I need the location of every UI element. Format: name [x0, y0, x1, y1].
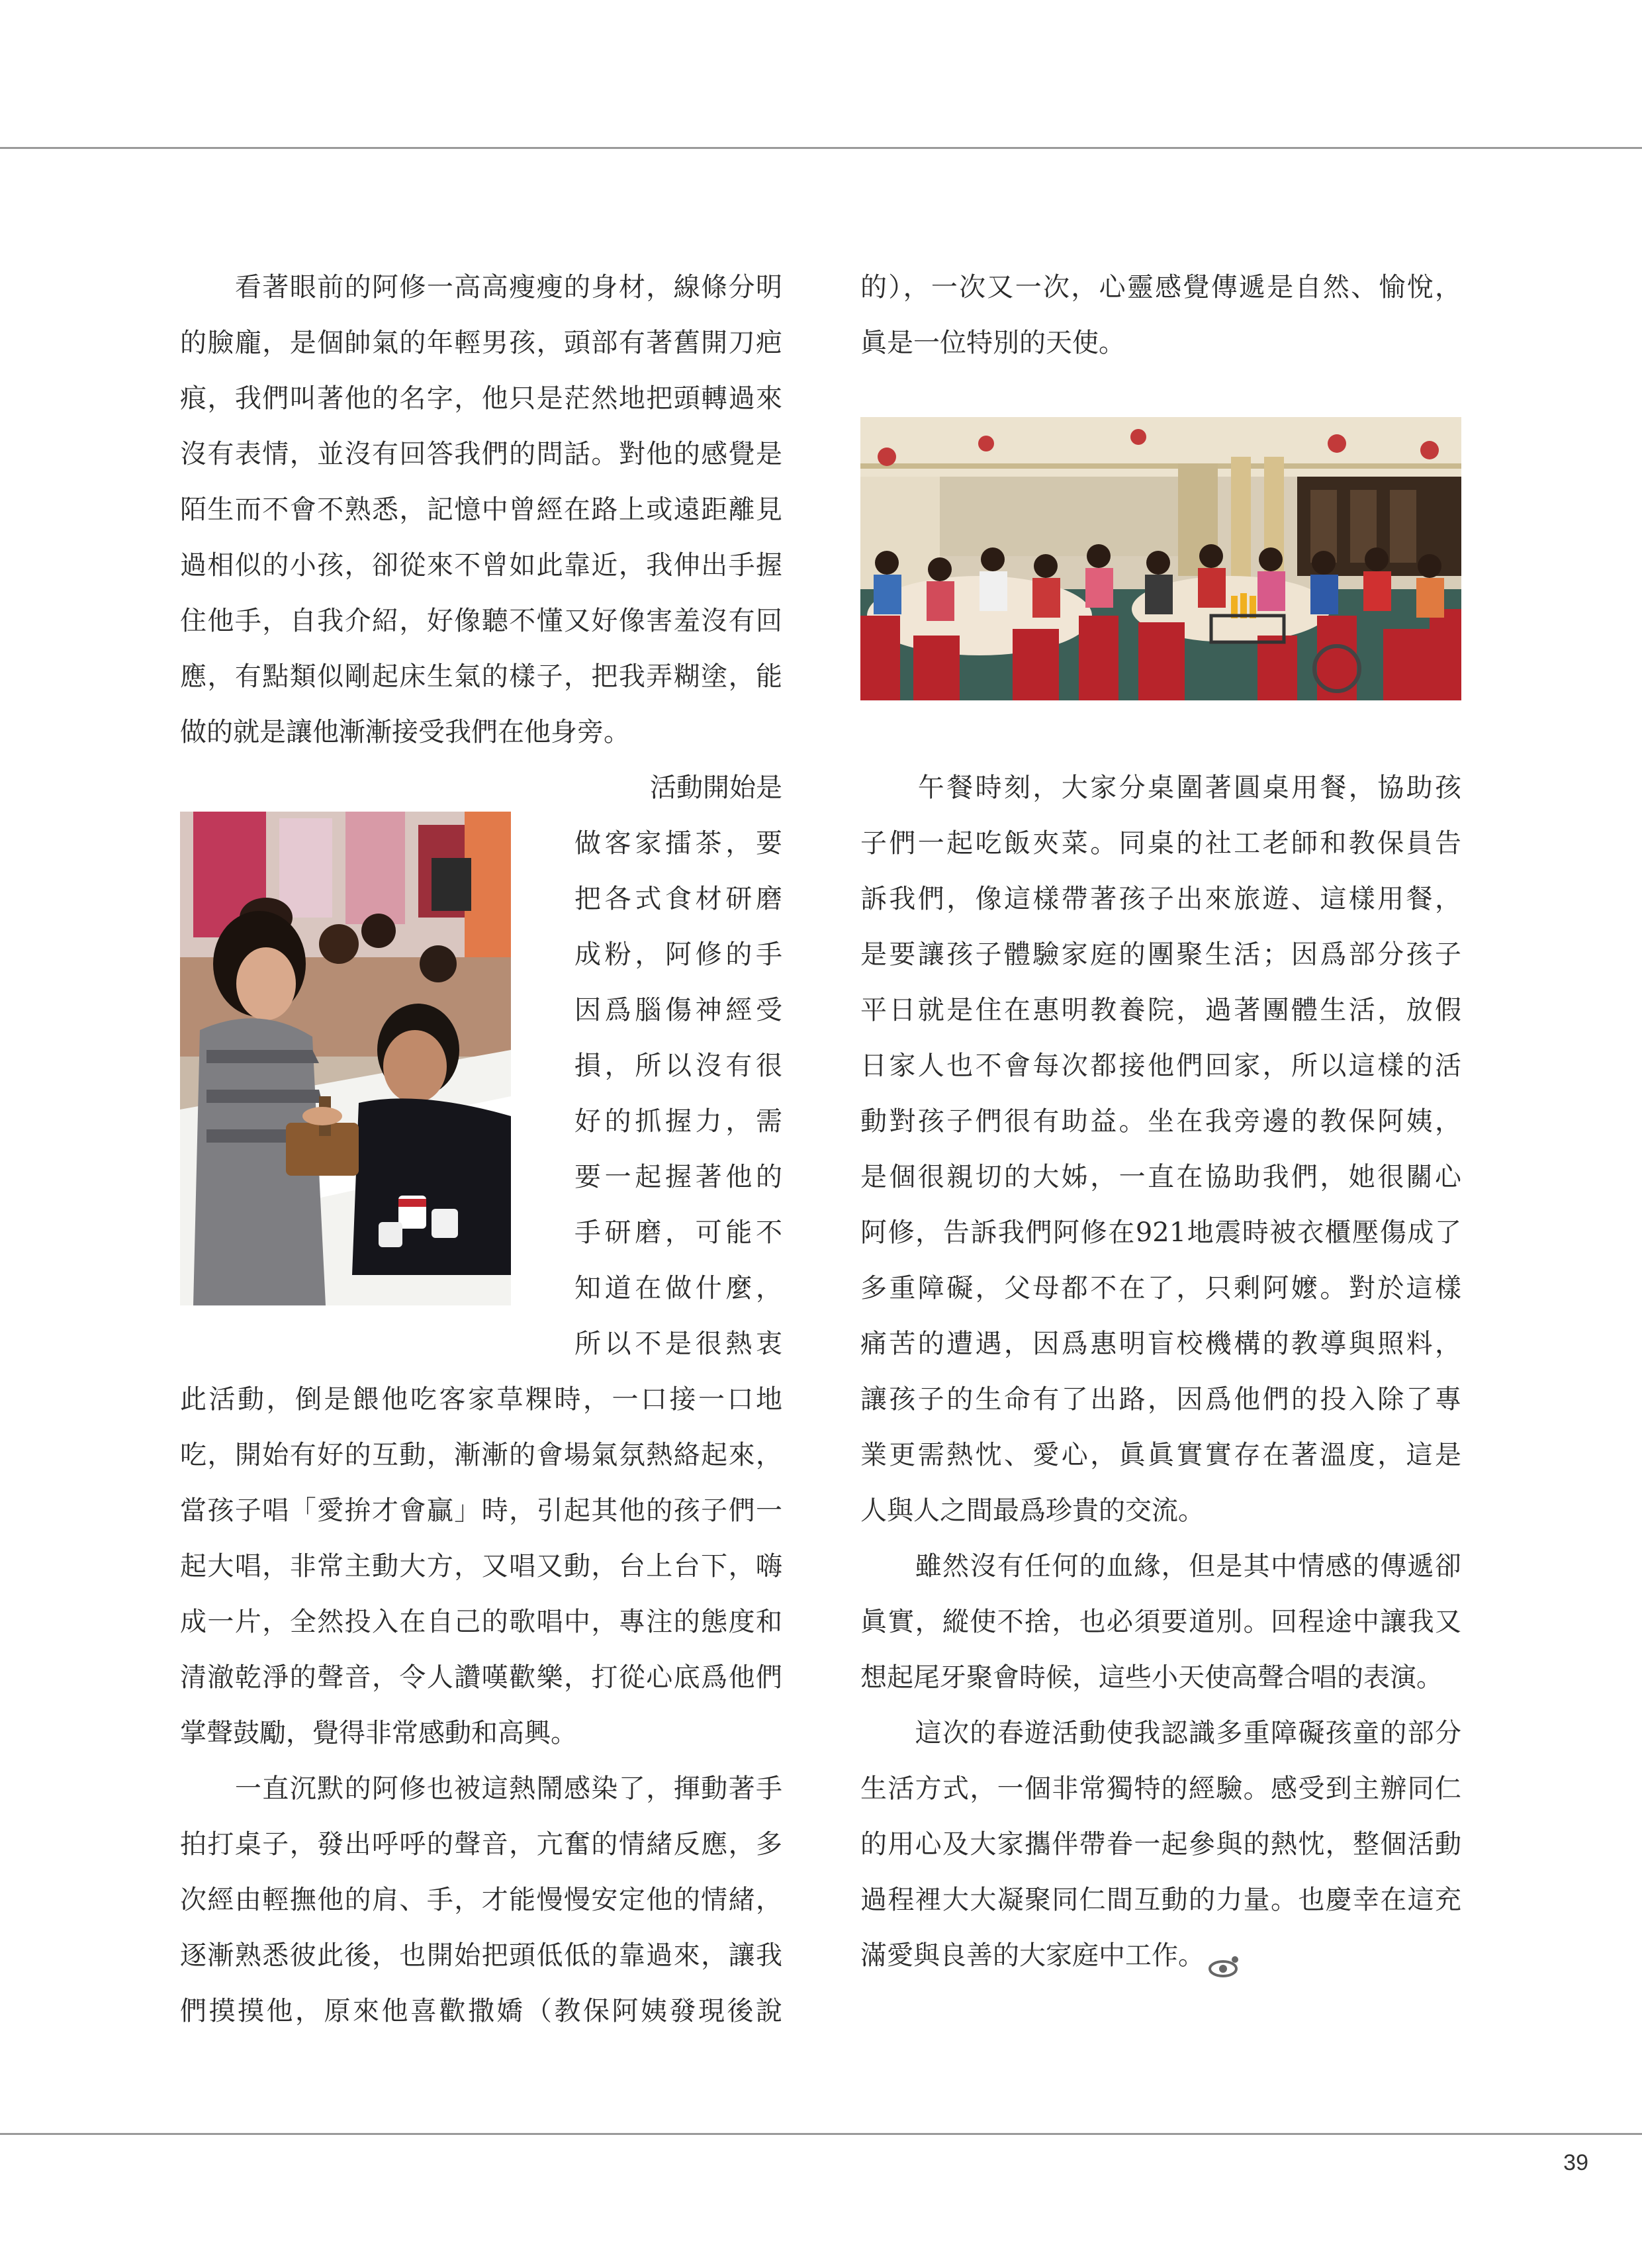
text-line: 起大唱，非常主動大方，又唱又動，台上台下，嗨: [180, 1551, 782, 1582]
text-line: 做客家擂茶，要: [574, 828, 782, 859]
text-line: 損，所以沒有很: [574, 1051, 782, 1081]
text-line: 子們一起吃飯夾菜。同桌的社工老師和教保員告: [860, 828, 1461, 859]
text-line: 陌生而不會不熟悉，記憶中曾經在路上或遠距離見: [180, 495, 782, 525]
text-line: 應，有點類似剛起床生氣的樣子，把我弄糊塗，能: [180, 661, 782, 692]
text-line: 痛苦的遭遇，因爲惠明盲校機構的教導與照料，: [860, 1329, 1461, 1359]
text-line: 一直沉默的阿修也被這熱鬧感染了，揮動著手: [180, 1773, 782, 1804]
text-line: 們摸摸他，原來他喜歡撒嬌（教保阿姨發現後說: [180, 1996, 782, 2026]
text-line: 是個很親切的大姊，一直在協助我們，她很關心: [860, 1162, 1461, 1192]
text-line: 手研磨，可能不: [574, 1217, 782, 1248]
tea-activity-photo: [180, 812, 511, 1305]
text-line: 雖然沒有任何的血緣，但是其中情感的傳遞卻: [860, 1551, 1461, 1582]
header-rule: [0, 147, 1642, 149]
photo-hakka-tea-activity-icon: [180, 812, 511, 1305]
text-line: 沒有表情，並沒有回答我們的問話。對他的感覺是: [180, 439, 782, 469]
text-line: 訴我們，像這樣帶著孩子出來旅遊、這樣用餐，: [860, 884, 1461, 914]
text-line: 知道在做什麼，: [574, 1273, 782, 1303]
text-line: 眞是一位特別的天使。: [860, 328, 1125, 358]
eye-end-mark-icon: [1209, 1944, 1242, 1971]
text-line: 看著眼前的阿修一高高瘦瘦的身材，線條分明: [180, 272, 782, 303]
text-line: 成一片，全然投入在自己的歌唱中，專注的態度和: [180, 1607, 782, 1637]
text-line: 的），一次又一次，心靈感覺傳遞是自然、愉悅，: [860, 272, 1461, 303]
text-line: 此活動，倒是餵他吃客家草粿時，一口接一口地: [180, 1384, 782, 1415]
text-line: 人與人之間最爲珍貴的交流。: [860, 1495, 1205, 1526]
footer-rule: [0, 2133, 1642, 2135]
lunch-banquet-photo: [860, 417, 1461, 700]
text-line: 讓孩子的生命有了出路，因爲他們的投入除了專: [860, 1384, 1461, 1415]
text-line: 痕，我們叫著他的名字，他只是茫然地把頭轉過來: [180, 383, 782, 414]
text-line: 平日就是住在惠明教養院，過著團體生活，放假: [860, 995, 1461, 1025]
text-line: 清澈乾淨的聲音，令人讚嘆歡樂，打從心底爲他們: [180, 1662, 782, 1693]
text-line: 活動開始是: [650, 773, 782, 803]
text-line: 過程裡大大凝聚同仁間互動的力量。也慶幸在這充: [860, 1885, 1461, 1915]
photo-banquet-lunch-icon: [860, 417, 1461, 700]
text-line: [860, 1928, 1461, 1983]
text-line: 做的就是讓他漸漸接受我們在他身旁。: [180, 717, 630, 747]
text-line: 阿修，告訴我們阿修在921地震時被衣櫃壓傷成了: [860, 1217, 1461, 1248]
text-line: 當孩子唱「愛拚才會贏」時，引起其他的孩子們一: [180, 1495, 782, 1526]
text-line: 日家人也不會每次都接他們回家，所以這樣的活: [860, 1051, 1461, 1081]
text-line: 是要讓孩子體驗家庭的團聚生活；因爲部分孩子: [860, 939, 1461, 970]
text-line: 的臉龐，是個帥氣的年輕男孩，頭部有著舊開刀疤: [180, 328, 782, 358]
text-line: 業更需熱忱、愛心，眞眞實實存在著溫度，這是: [860, 1440, 1461, 1470]
text-line: 的用心及大家攜伴帶眷一起參與的熱忱，整個活動: [860, 1829, 1461, 1860]
text-line: 住他手，自我介紹，好像聽不懂又好像害羞沒有回: [180, 606, 782, 636]
text-line: 因爲腦傷神經受: [574, 995, 782, 1025]
text-line: 要一起握著他的: [574, 1162, 782, 1192]
text-line: 眞實，縱使不捨，也必須要道別。回程途中讓我又: [860, 1607, 1461, 1637]
text-line: 過相似的小孩，卻從來不曾如此靠近，我伸出手握: [180, 550, 782, 581]
text-line: 把各式食材研磨: [574, 884, 782, 914]
text-line: 所以不是很熱衷: [574, 1329, 782, 1359]
text-line: 生活方式，一個非常獨特的經驗。感受到主辦同仁: [860, 1773, 1461, 1804]
text-line: 吃，開始有好的互動，漸漸的會場氣氛熱絡起來，: [180, 1440, 782, 1470]
text-line: 午餐時刻，大家分桌圍著圓桌用餐，協助孩: [860, 773, 1461, 803]
page-number: 39: [1563, 2150, 1588, 2175]
text-line: 好的抓握力，需: [574, 1106, 782, 1137]
text-line: 這次的春遊活動使我認識多重障礙孩童的部分: [860, 1718, 1461, 1748]
text-line: 拍打桌子，發出呼呼的聲音，亢奮的情緒反應，多: [180, 1829, 782, 1860]
text-line: 成粉，阿修的手: [574, 939, 782, 970]
text-line: 掌聲鼓勵，覺得非常感動和高興。: [180, 1718, 577, 1748]
text-line: 次經由輕撫他的肩、手，才能慢慢安定他的情緒，: [180, 1885, 782, 1915]
text-line: 動對孩子們很有助益。坐在我旁邊的教保阿姨，: [860, 1106, 1461, 1137]
text-line: 想起尾牙聚會時候，這些小天使高聲合唱的表演。: [860, 1662, 1443, 1693]
text-line: 多重障礙，父母都不在了，只剩阿嬤。對於這樣: [860, 1273, 1461, 1303]
text-line-content: 滿愛與良善的大家庭中工作。: [860, 1940, 1205, 1971]
text-line: 逐漸熟悉彼此後，也開始把頭低低的靠過來，讓我: [180, 1940, 782, 1971]
